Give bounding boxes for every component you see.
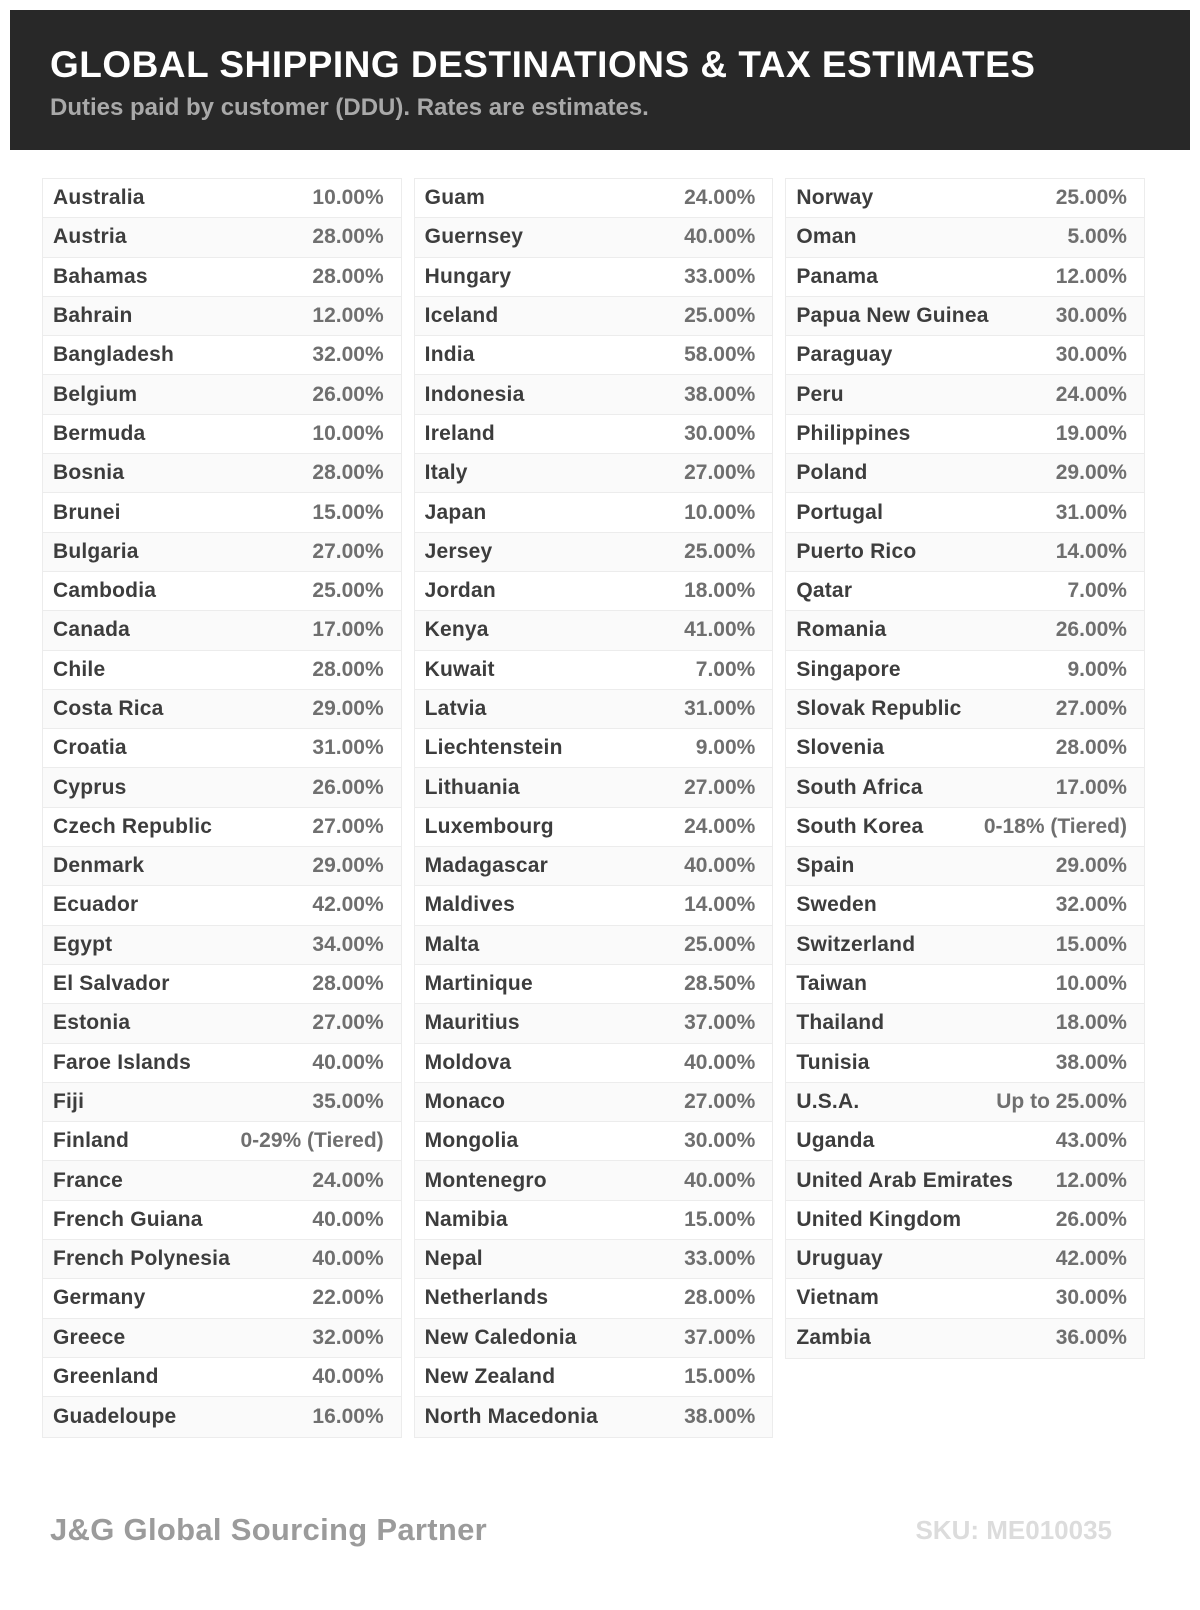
table-row	[43, 1319, 401, 1358]
country-name: Costa Rica	[53, 697, 164, 720]
country-name: Peru	[796, 382, 844, 406]
tax-rate: 32.00%	[1055, 893, 1127, 917]
country-name: Kuwait	[424, 657, 495, 681]
table-row	[786, 218, 1144, 257]
country-name: Bahrain	[53, 304, 133, 328]
tax-rate: 17.00%	[1055, 775, 1127, 799]
table-row	[43, 611, 401, 650]
country-name: Philippines	[796, 421, 911, 445]
tax-rate: 5.00%	[1067, 225, 1127, 249]
table-row	[415, 179, 773, 218]
table-row	[415, 1004, 773, 1043]
brand-name: J&G Global Sourcing Partner	[50, 1512, 488, 1547]
tax-rate: 34.00%	[312, 932, 384, 956]
table-row	[786, 1161, 1144, 1200]
tax-rate: 29.00%	[1055, 854, 1127, 878]
tax-rate: 22.00%	[312, 1286, 384, 1310]
country-name: Czech Republic	[53, 814, 213, 838]
tax-rate: 27.00%	[684, 1089, 756, 1113]
table-row	[43, 572, 401, 611]
tax-rate: 28.00%	[312, 657, 384, 681]
table-row	[786, 336, 1144, 375]
tax-rate: 14.00%	[1055, 539, 1127, 563]
table-row	[43, 729, 401, 768]
tax-rate: 30.00%	[1055, 343, 1127, 367]
country-name: Guam	[424, 186, 485, 210]
country-name: Norway	[796, 186, 874, 210]
table-row	[415, 1240, 773, 1279]
tax-rate: 29.00%	[312, 697, 384, 720]
country-name: Portugal	[796, 500, 884, 524]
tax-rate: 17.00%	[312, 618, 384, 642]
country-name: North Macedonia	[424, 1404, 599, 1428]
table-row	[43, 533, 401, 572]
country-name: Greece	[53, 1325, 126, 1349]
tax-rate: 18.00%	[1055, 1011, 1127, 1035]
country-name: Malta	[424, 932, 480, 956]
country-name: United Arab Emirates	[796, 1168, 1014, 1192]
country-name: Martinique	[424, 972, 533, 996]
tax-rate: 15.00%	[312, 500, 384, 524]
country-name: Mauritius	[424, 1011, 520, 1035]
country-name: Slovenia	[796, 736, 885, 760]
tax-rate: 16.00%	[312, 1404, 384, 1428]
table-row	[415, 808, 773, 847]
country-name: Luxembourg	[424, 814, 554, 838]
table-row	[415, 258, 773, 297]
table-row	[43, 415, 401, 454]
tax-rate: 27.00%	[1055, 697, 1127, 720]
table-row	[415, 1279, 773, 1318]
table-row	[786, 1279, 1144, 1318]
country-name: Oman	[796, 225, 857, 249]
country-name: Jersey	[424, 539, 493, 563]
table-row	[415, 886, 773, 925]
table-row	[786, 847, 1144, 886]
rates-column-3	[785, 178, 1145, 1359]
table-row	[786, 651, 1144, 690]
country-name: Zambia	[796, 1326, 872, 1350]
table-row	[43, 1161, 401, 1200]
tax-rate: 32.00%	[312, 343, 384, 367]
table-row	[415, 1161, 773, 1200]
tax-rate: 7.00%	[1067, 579, 1127, 603]
tax-rate: 30.00%	[1055, 1286, 1127, 1310]
rates-table	[42, 178, 1145, 1438]
table-row	[786, 493, 1144, 532]
tax-rate: Up to 25.00%	[996, 1089, 1127, 1113]
country-name: Romania	[796, 618, 887, 642]
tax-rate: 28.00%	[312, 264, 384, 288]
table-row	[786, 1201, 1144, 1240]
country-name: Faroe Islands	[53, 1050, 191, 1074]
country-name: Papua New Guinea	[796, 304, 989, 328]
tax-rate: 40.00%	[312, 1247, 384, 1271]
table-row	[786, 729, 1144, 768]
country-name: Mongolia	[424, 1129, 519, 1153]
country-name: Paraguay	[796, 343, 893, 367]
tax-rate: 0-18% (Tiered)	[983, 814, 1127, 838]
tax-rate: 10.00%	[684, 500, 756, 524]
country-name: Hungary	[424, 264, 512, 288]
country-name: Egypt	[53, 932, 113, 956]
country-name: Sweden	[796, 893, 877, 917]
country-name: Switzerland	[796, 932, 916, 956]
tax-rate: 35.00%	[312, 1089, 384, 1113]
table-row	[786, 258, 1144, 297]
table-row	[43, 1240, 401, 1279]
country-name: United Kingdom	[796, 1207, 962, 1231]
country-name: Cambodia	[53, 579, 157, 603]
country-name: Singapore	[796, 657, 901, 681]
country-name: Italy	[424, 461, 468, 485]
table-row	[43, 1279, 401, 1318]
tax-rate: 38.00%	[684, 382, 756, 406]
tax-rate: 10.00%	[312, 421, 384, 445]
table-row	[786, 297, 1144, 336]
country-name: Ecuador	[53, 893, 139, 917]
tax-rate: 28.50%	[684, 972, 756, 996]
country-name: South Africa	[796, 775, 923, 799]
tax-rate: 43.00%	[1055, 1129, 1127, 1153]
tax-rate: 33.00%	[684, 1247, 756, 1271]
tax-rate: 40.00%	[684, 225, 756, 249]
tax-rate: 28.00%	[312, 972, 384, 996]
tax-rate: 25.00%	[1055, 186, 1127, 210]
tax-rate: 27.00%	[312, 814, 384, 838]
table-row	[786, 179, 1144, 218]
country-name: Monaco	[424, 1089, 506, 1113]
tax-rate: 28.00%	[684, 1286, 756, 1310]
tax-rate: 40.00%	[684, 854, 756, 878]
country-name: Madagascar	[424, 854, 549, 878]
tax-rate: 30.00%	[684, 421, 756, 445]
tax-rate: 42.00%	[312, 893, 384, 917]
tax-rate: 15.00%	[684, 1207, 756, 1231]
table-row	[786, 926, 1144, 965]
table-row	[786, 886, 1144, 925]
tax-rate: 58.00%	[684, 343, 756, 367]
tax-rate: 27.00%	[684, 461, 756, 485]
page-subtitle: Duties paid by customer (DDU). Rates are estimates.	[50, 94, 649, 121]
table-row	[786, 415, 1144, 454]
country-name: Panama	[796, 264, 879, 288]
tax-rate: 0-29% (Tiered)	[240, 1129, 384, 1153]
table-row	[415, 297, 773, 336]
country-name: Guadeloupe	[53, 1404, 177, 1428]
tax-rate: 38.00%	[684, 1404, 756, 1428]
table-row	[43, 886, 401, 925]
rates-column-2	[414, 178, 774, 1438]
tax-rate: 28.00%	[312, 225, 384, 249]
tax-rate: 15.00%	[684, 1365, 756, 1389]
tax-rate: 12.00%	[1055, 264, 1127, 288]
tax-rate: 12.00%	[312, 304, 384, 328]
country-name: Kenya	[424, 618, 489, 642]
tax-rate: 25.00%	[684, 932, 756, 956]
table-row	[415, 454, 773, 493]
table-row	[415, 375, 773, 414]
table-row	[415, 768, 773, 807]
page-title: GLOBAL SHIPPING DESTINATIONS & TAX ESTIMATES	[50, 44, 1036, 85]
rates-column-1	[42, 178, 402, 1438]
tax-rate: 29.00%	[1055, 461, 1127, 485]
table-row	[415, 1397, 773, 1436]
tax-rate: 15.00%	[1055, 932, 1127, 956]
tax-rate: 9.00%	[1067, 657, 1127, 681]
table-row	[415, 493, 773, 532]
table-row	[43, 1122, 401, 1161]
tax-rate: 25.00%	[684, 539, 756, 563]
country-name: Estonia	[53, 1011, 131, 1035]
table-row	[786, 1083, 1144, 1122]
country-name: Bosnia	[53, 461, 125, 485]
table-row	[43, 926, 401, 965]
table-row	[786, 1044, 1144, 1083]
table-row	[415, 1201, 773, 1240]
country-name: Germany	[53, 1286, 146, 1310]
country-name: Poland	[796, 461, 868, 485]
table-row	[786, 808, 1144, 847]
tax-rate: 33.00%	[684, 264, 756, 288]
country-name: Denmark	[53, 854, 145, 878]
country-name: Namibia	[424, 1207, 508, 1231]
country-name: Australia	[53, 186, 145, 210]
country-name: Bulgaria	[53, 539, 139, 563]
table-row	[43, 258, 401, 297]
country-name: New Caledonia	[424, 1325, 577, 1349]
table-row	[786, 375, 1144, 414]
table-row	[415, 611, 773, 650]
country-name: Moldova	[424, 1050, 512, 1074]
country-name: Fiji	[53, 1089, 85, 1113]
tax-rate: 24.00%	[684, 814, 756, 838]
country-name: Uruguay	[796, 1247, 883, 1271]
table-row	[43, 965, 401, 1004]
tax-rate: 36.00%	[1055, 1326, 1127, 1350]
table-row	[786, 690, 1144, 729]
table-row	[43, 1397, 401, 1436]
table-row	[43, 375, 401, 414]
country-name: Qatar	[796, 579, 853, 603]
tax-rate: 27.00%	[312, 1011, 384, 1035]
table-row	[415, 1358, 773, 1397]
table-row	[43, 1358, 401, 1397]
country-name: India	[424, 343, 475, 367]
country-name: Japan	[424, 500, 487, 524]
table-row	[415, 1319, 773, 1358]
country-name: Jordan	[424, 579, 496, 603]
table-row	[415, 572, 773, 611]
tax-rate: 18.00%	[684, 579, 756, 603]
tax-rate: 27.00%	[684, 775, 756, 799]
tax-rate: 29.00%	[312, 854, 384, 878]
table-row	[43, 218, 401, 257]
tax-rate: 24.00%	[1055, 382, 1127, 406]
table-row	[43, 847, 401, 886]
tax-rate: 41.00%	[684, 618, 756, 642]
tax-rate: 25.00%	[312, 579, 384, 603]
country-name: Taiwan	[796, 972, 868, 996]
tax-rate: 24.00%	[312, 1168, 384, 1192]
tax-rate: 30.00%	[1055, 304, 1127, 328]
tax-rate: 10.00%	[312, 186, 384, 210]
table-row	[43, 493, 401, 532]
tax-rate: 19.00%	[1055, 421, 1127, 445]
tax-rate: 28.00%	[312, 461, 384, 485]
country-name: El Salvador	[53, 972, 170, 996]
country-name: Maldives	[424, 893, 515, 917]
tax-rate: 26.00%	[1055, 618, 1127, 642]
table-row	[415, 847, 773, 886]
country-name: Liechtenstein	[424, 736, 563, 760]
tax-rate: 25.00%	[684, 304, 756, 328]
table-row	[786, 768, 1144, 807]
country-name: Thailand	[796, 1011, 885, 1035]
table-row	[43, 651, 401, 690]
footer	[50, 1512, 1112, 1548]
country-name: Lithuania	[424, 775, 520, 799]
country-name: Brunei	[53, 500, 121, 524]
country-name: Canada	[53, 618, 131, 642]
tax-rate: 26.00%	[1055, 1207, 1127, 1231]
country-name: Nepal	[424, 1247, 483, 1271]
tax-rate: 40.00%	[312, 1050, 384, 1074]
table-row	[786, 533, 1144, 572]
tax-rate: 12.00%	[1055, 1168, 1127, 1192]
country-name: Netherlands	[424, 1286, 549, 1310]
table-row	[43, 1004, 401, 1043]
table-row	[415, 533, 773, 572]
country-name: Spain	[796, 854, 855, 878]
country-name: Puerto Rico	[796, 539, 917, 563]
tax-rate: 14.00%	[684, 893, 756, 917]
table-row	[415, 1083, 773, 1122]
table-row	[786, 1240, 1144, 1279]
country-name: Austria	[53, 225, 127, 249]
tax-rate: 40.00%	[312, 1207, 384, 1231]
table-row	[415, 965, 773, 1004]
table-row	[415, 415, 773, 454]
table-row	[415, 926, 773, 965]
tax-rate: 9.00%	[695, 736, 756, 760]
country-name: Montenegro	[424, 1168, 547, 1192]
country-name: Belgium	[53, 382, 138, 406]
header	[10, 10, 1190, 150]
table-row	[43, 297, 401, 336]
tax-rate: 26.00%	[312, 775, 384, 799]
tax-rate: 30.00%	[684, 1129, 756, 1153]
country-name: Chile	[53, 657, 106, 681]
tax-rate: 31.00%	[1055, 500, 1127, 524]
table-row	[786, 965, 1144, 1004]
country-name: Uganda	[796, 1129, 875, 1153]
table-row	[43, 454, 401, 493]
country-name: Cyprus	[53, 775, 127, 799]
tax-rate: 31.00%	[312, 736, 384, 760]
country-name: Croatia	[53, 736, 127, 760]
tax-rate: 7.00%	[695, 657, 756, 681]
tax-rate: 40.00%	[312, 1365, 384, 1389]
country-name: France	[53, 1168, 124, 1192]
table-row	[415, 336, 773, 375]
tax-rate: 26.00%	[312, 382, 384, 406]
tax-rate: 37.00%	[684, 1325, 756, 1349]
table-row	[43, 1201, 401, 1240]
country-name: Finland	[53, 1129, 130, 1153]
tax-rate: 27.00%	[312, 539, 384, 563]
country-name: Bermuda	[53, 421, 146, 445]
tax-rate: 40.00%	[684, 1050, 756, 1074]
country-name: Guernsey	[424, 225, 524, 249]
table-row	[786, 1122, 1144, 1161]
table-row	[43, 179, 401, 218]
tax-rate: 37.00%	[684, 1011, 756, 1035]
country-name: Tunisia	[796, 1050, 870, 1074]
table-row	[786, 1004, 1144, 1043]
table-row	[415, 729, 773, 768]
table-row	[786, 454, 1144, 493]
country-name: Vietnam	[796, 1286, 880, 1310]
country-name: Indonesia	[424, 382, 525, 406]
tax-rate: 40.00%	[684, 1168, 756, 1192]
country-name: Slovak Republic	[796, 697, 962, 720]
country-name: Latvia	[424, 697, 487, 720]
country-name: French Polynesia	[53, 1247, 231, 1271]
table-row	[415, 651, 773, 690]
table-row	[43, 336, 401, 375]
country-name: U.S.A.	[796, 1089, 860, 1113]
tax-rate: 32.00%	[312, 1325, 384, 1349]
tax-rate: 10.00%	[1055, 972, 1127, 996]
table-row	[43, 768, 401, 807]
table-row	[43, 1083, 401, 1122]
tax-rate: 24.00%	[684, 186, 756, 210]
table-row	[415, 218, 773, 257]
tax-rate: 42.00%	[1055, 1247, 1127, 1271]
sku-label: SKU: ME010035	[915, 1514, 1112, 1545]
country-name: Iceland	[424, 304, 499, 328]
table-row	[415, 1044, 773, 1083]
tax-rate: 31.00%	[684, 697, 756, 720]
country-name: South Korea	[796, 814, 924, 838]
country-name: French Guiana	[53, 1207, 203, 1231]
country-name: Bahamas	[53, 264, 148, 288]
country-name: Bangladesh	[53, 343, 175, 367]
tax-rate: 38.00%	[1055, 1050, 1127, 1074]
country-name: New Zealand	[424, 1365, 556, 1389]
table-row	[786, 611, 1144, 650]
table-row	[415, 1122, 773, 1161]
table-row	[43, 808, 401, 847]
table-row	[786, 572, 1144, 611]
tax-rate: 28.00%	[1055, 736, 1127, 760]
table-row	[415, 690, 773, 729]
table-row	[43, 1044, 401, 1083]
country-name: Ireland	[424, 421, 495, 445]
table-row	[786, 1319, 1144, 1358]
country-name: Greenland	[53, 1365, 159, 1389]
table-row	[43, 690, 401, 729]
